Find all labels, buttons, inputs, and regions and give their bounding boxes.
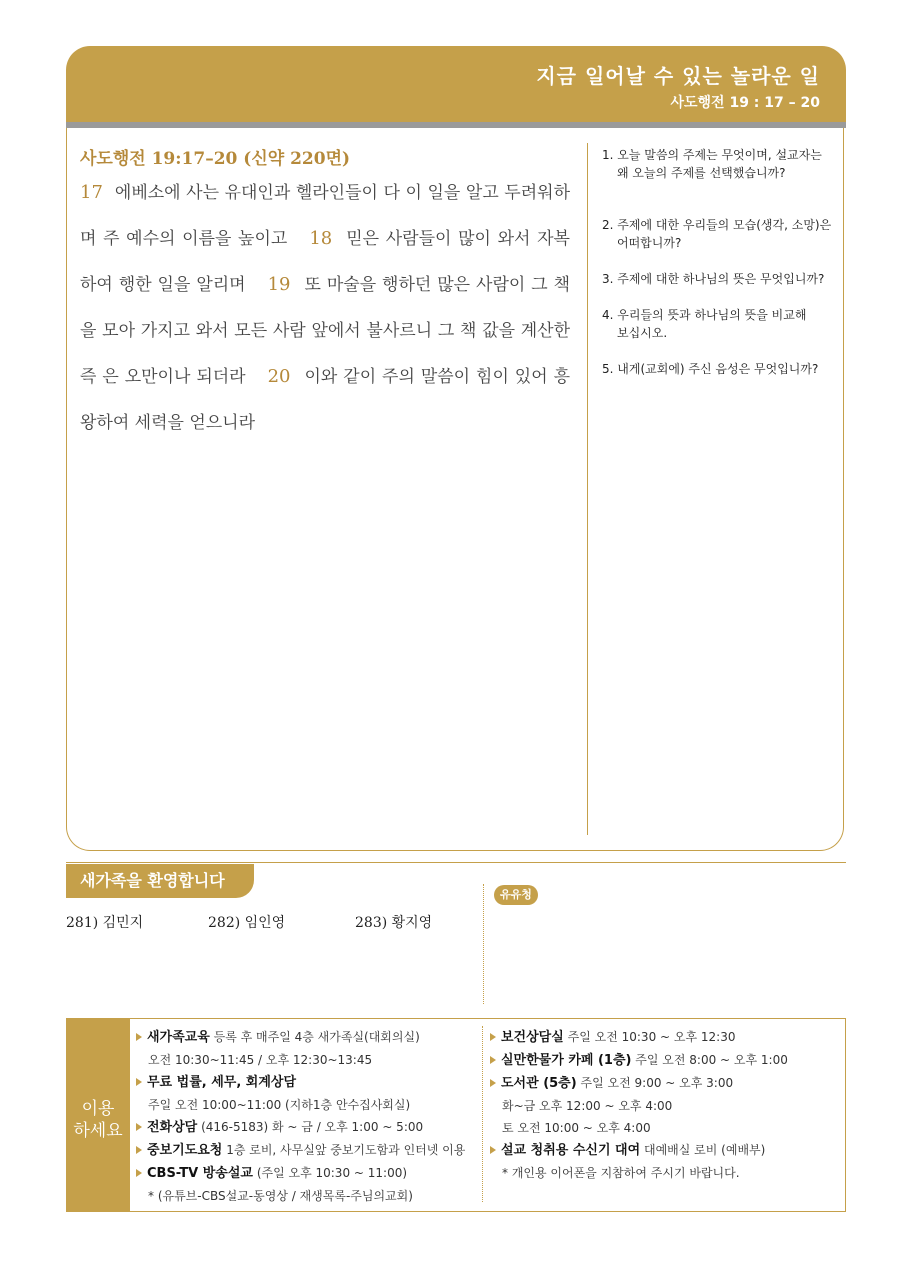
triangle-bullet-icon [136,1033,142,1041]
triangle-bullet-icon [136,1169,142,1177]
info-text: * (유튜브-CBS설교-동영상 / 재생목록-주님의교회) [148,1189,413,1203]
question-number: 1. [602,148,614,162]
info-row [136,1049,465,1071]
info-text: 주일 오전 10:30 ~ 오후 12:30 [567,1030,736,1044]
info-row [136,1116,465,1139]
triangle-bullet-icon [136,1123,142,1131]
info-row [490,1049,788,1072]
info-text: (주일 오후 10:30 ~ 11:00) [256,1166,408,1180]
info-heading: CBS-TV 방송설교 [147,1166,253,1181]
info-heading: 도서관 (5층) [501,1076,577,1091]
info-right-column [490,1026,788,1184]
info-text: (416-5183) 화 ~ 금 / 오후 1:00 ~ 5:00 [201,1120,424,1134]
question-number: 5. [602,362,614,376]
newcomer-name: 281) 김민지 [66,915,144,931]
question-item [602,360,834,378]
info-heading: 보건상담실 [501,1030,564,1045]
info-row [490,1162,788,1184]
question-item [602,216,834,252]
info-text: 1층 로비, 사무실앞 중보기도함과 인터넷 이용 [226,1143,466,1157]
info-row [136,1094,465,1116]
triangle-bullet-icon [490,1033,496,1041]
verse-text: 에베소에 사는 유대인과 헬라인들이 다 이 일을 알고 두려워하며 주 예수의 이름을 높이고 [80,183,570,249]
info-text: 주일 오전 10:00~11:00 (지하1층 안수집사회실) [148,1098,411,1112]
column-divider [587,143,588,835]
question-text: 내게(교회에) 주신 음성은 무엇입니까? [617,362,819,376]
info-side-line: 하세요 [73,1121,123,1141]
info-row [490,1072,788,1095]
question-text: 주제에 대한 우리들의 모습(생각, 소망)은 [617,218,832,232]
info-text: 주일 오전 8:00 ~ 오후 1:00 [635,1053,788,1067]
newcomer-name: 283) 황지영 [355,915,433,931]
triangle-bullet-icon [136,1078,142,1086]
question-number: 3. [602,272,614,286]
scripture-passage [80,170,570,446]
info-text: 화~금 오후 12:00 ~ 오후 4:00 [502,1099,673,1113]
dotted-divider [482,1026,483,1202]
info-row [136,1139,465,1162]
info-row [490,1095,788,1117]
question-text-cont: 왜 오늘의 주제를 선택했습니까? [617,166,786,180]
info-text: 주일 오전 9:00 ~ 오후 3:00 [580,1076,734,1090]
verse-number: 19 [267,274,291,295]
question-item [602,306,834,342]
verse-text: 이와 같이 주의 말씀이 힘이 있어 흥왕하여 세력을 얻으니라 [80,367,570,433]
info-row [490,1139,788,1162]
info-text: 대예배실 로비 (예배부) [644,1143,766,1157]
question-item [602,270,834,288]
info-row [490,1026,788,1049]
verse-text: 믿은 사람들이 많이 와서 자복하여 행한 일을 알리며 [80,229,570,295]
sermon-reference: 사도행전 19 : 17 – 20 [670,95,820,111]
passage-heading: 사도행전 19:17–20 (신약 220면) [80,149,351,169]
info-text: * 개인용 이어폰을 지참하여 주시기 바랍니다. [502,1166,740,1180]
info-heading: 새가족교육 [147,1030,210,1045]
triangle-bullet-icon [490,1079,496,1087]
welcome-title: 새가족을 환영합니다 [66,864,254,898]
question-text-cont: 어떠합니까? [617,236,682,250]
discussion-questions [602,146,834,378]
info-text: 토 오전 10:00 ~ 오후 4:00 [502,1121,651,1135]
info-row [136,1185,465,1207]
verse-number: 20 [267,366,291,387]
info-text: 오전 10:30~11:45 / 오후 12:30~13:45 [148,1053,373,1067]
newcomer-name: 282) 임인영 [208,915,286,931]
question-text: 우리들의 뜻과 하나님의 뜻을 비교해 [617,308,807,322]
info-text: 등록 후 매주일 4층 새가족실(대회의실) [213,1030,420,1044]
question-number: 2. [602,218,614,232]
info-row [136,1071,465,1094]
info-row [136,1162,465,1185]
sermon-title: 지금 일어날 수 있는 놀라운 일 [536,64,820,88]
sermon-header [66,46,846,122]
question-text-cont: 보십시오. [617,326,668,340]
dotted-divider [483,884,484,1004]
info-side-line: 이용 [81,1099,115,1119]
info-left-column [136,1026,465,1207]
info-heading: 설교 청취용 수신기 대여 [501,1143,641,1158]
verse-number: 17 [80,182,103,203]
section-rule [66,862,846,863]
question-item [602,146,834,182]
info-heading: 실만한물가 카페 (1층) [501,1053,632,1068]
info-row [136,1026,465,1049]
info-side-label [66,1018,130,1212]
info-row [490,1117,788,1139]
info-heading: 중보기도요청 [147,1143,223,1158]
question-text: 오늘 말씀의 주제는 무엇이며, 설교자는 [617,148,822,162]
triangle-bullet-icon [490,1146,496,1154]
triangle-bullet-icon [136,1146,142,1154]
triangle-bullet-icon [490,1056,496,1064]
info-heading: 무료 법률, 세무, 회계상담 [147,1075,297,1090]
question-text: 주제에 대한 하나님의 뜻은 무엇입니까? [617,272,825,286]
infant-badge: 유유청 [494,885,538,905]
question-number: 4. [602,308,614,322]
verse-number: 18 [309,228,333,249]
verse-text: 또 마술을 행하던 많은 사람이 그 책을 모아 가지고 와서 모든 사람 앞에서 불사르니 그 책 값을 계산한즉 은 오만이나 되더라 [80,275,570,387]
info-heading: 전화상담 [147,1120,198,1135]
